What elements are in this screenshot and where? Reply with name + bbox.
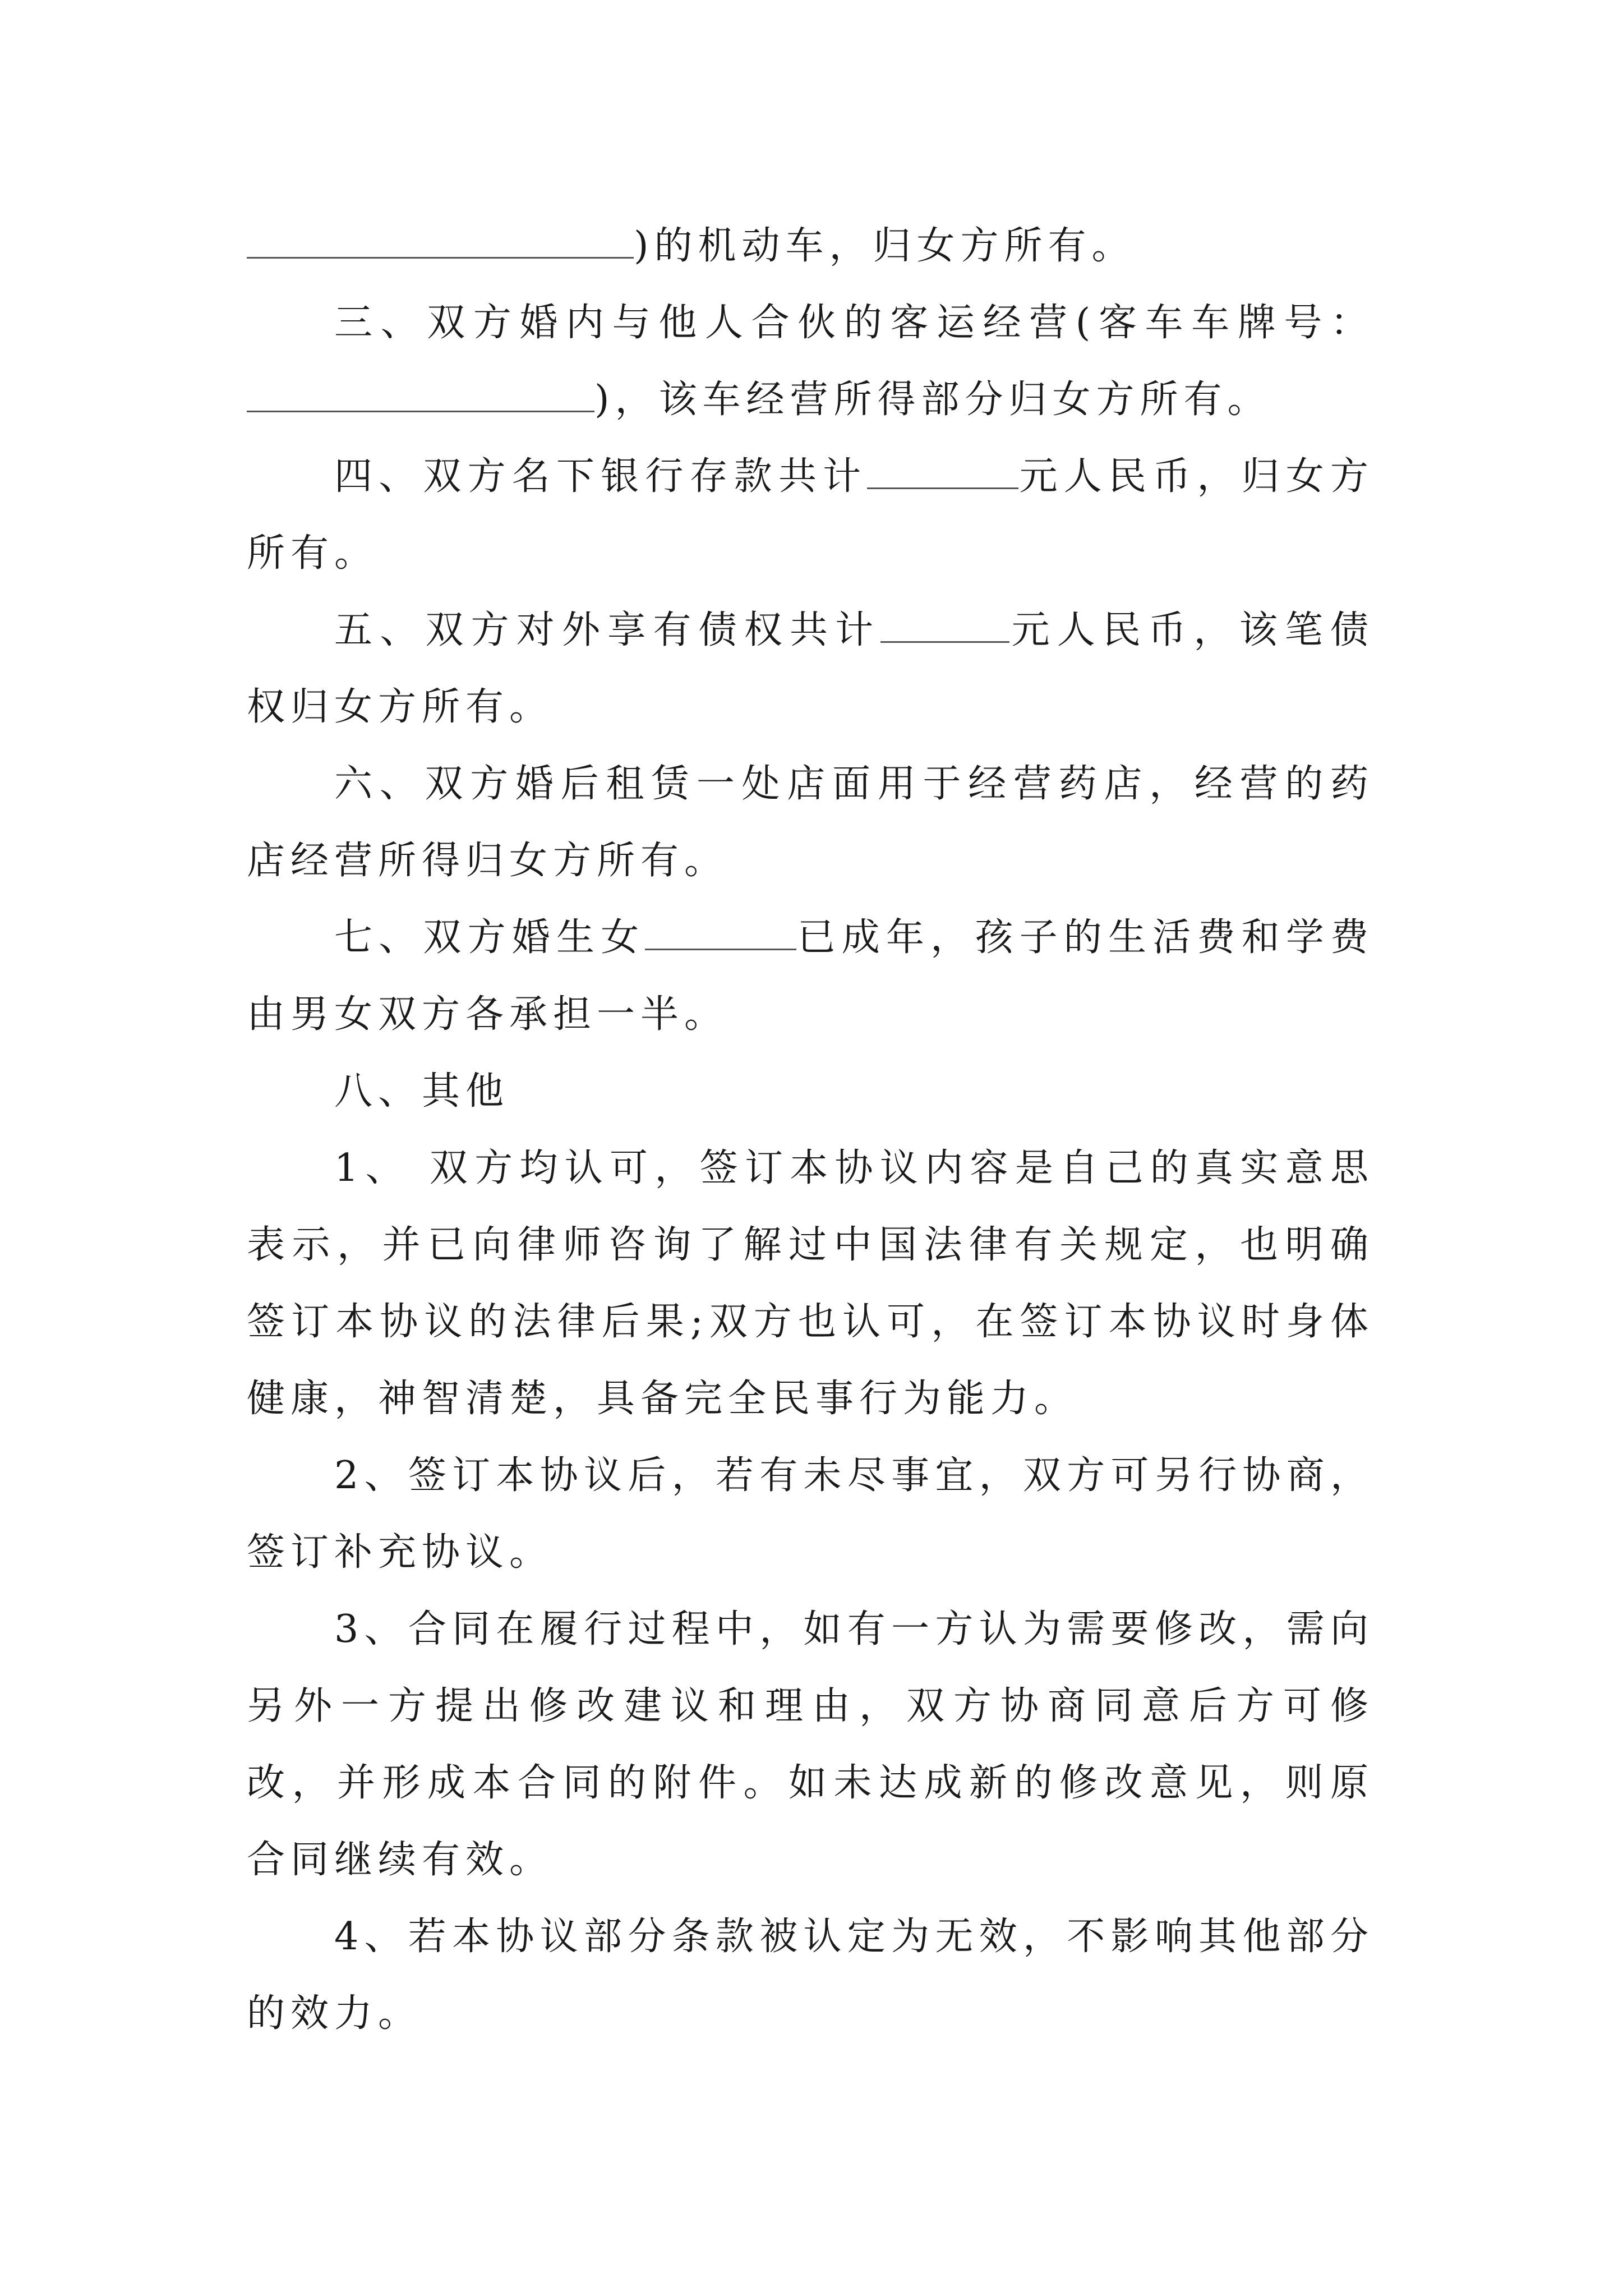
blank-field — [867, 448, 1018, 489]
clause-text: 七、双方婚生女 — [334, 915, 645, 960]
clause-4-bank-deposits — [247, 438, 1374, 592]
other-item-1: 1、 双方均认可，签订本协议内容是自己的真实意思表示，并已向律师咨询了解过中国法律有关规定，也明确签订本协议的法律后果;双方也认可，在签订本协议时身体健康，神智清楚，具备完全民事行为能力。 — [247, 1146, 1374, 1421]
clause-text: 元人民币，归女方所有。 — [247, 454, 1374, 576]
clause-text: 五、双方对外享有债权共计 — [334, 608, 881, 652]
clause-3-passenger-transport — [247, 284, 1374, 438]
clause-text: 元人民币，该笔债权归女方所有。 — [247, 608, 1374, 729]
blank-field — [880, 602, 1009, 643]
clause-text: 已成年，孩子的生活费和学费由男女双方各承担一半。 — [247, 915, 1374, 1037]
other-item-3: 3、合同在履行过程中，如有一方认为需要修改，需向另外一方提出修改建议和理由，双方协商同意后方可修改，并形成本合同的附件。如未达成新的修改意见，则原合同继续有效。 — [247, 1607, 1374, 1882]
clause-text: 四、双方名下银行存款共计 — [334, 454, 868, 499]
other-item-4: 4、若本协议部分条款被认定为无效，不影响其他部分的效力。 — [247, 1915, 1374, 2036]
clause-7-child — [247, 899, 1374, 1053]
section-8-heading: 八、其他 — [334, 1069, 510, 1114]
clause-text: 三、双方婚内与他人合伙的客运经营(客车车牌号： — [334, 301, 1374, 345]
other-item-2: 2、签订本协议后，若有未尽事宜，双方可另行协商，签订补充协议。 — [247, 1453, 1374, 1575]
blank-field — [247, 218, 634, 259]
clause-text: )的机动车，归女方所有。 — [634, 224, 1136, 268]
clause-text: )，该车经营所得部分归女方所有。 — [594, 378, 1271, 422]
document-body — [247, 208, 1374, 2052]
blank-field — [645, 909, 796, 950]
clause-6-pharmacy: 六、双方婚后租赁一处店面用于经营药店，经营的药店经营所得归女方所有。 — [247, 762, 1374, 883]
clause-5-creditor-rights — [247, 592, 1374, 746]
blank-field — [247, 371, 594, 412]
clause-vehicle-continuation — [247, 208, 1374, 284]
